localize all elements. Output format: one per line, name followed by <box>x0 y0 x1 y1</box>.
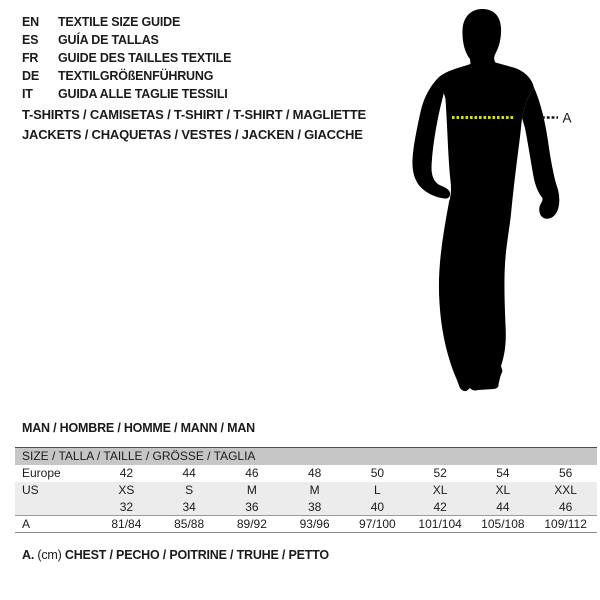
size-cell: 34 <box>158 499 221 516</box>
size-cell: XL <box>409 482 472 499</box>
size-cell: 101/104 <box>409 516 472 533</box>
size-cell: 105/108 <box>472 516 535 533</box>
size-cell: L <box>346 482 409 499</box>
table-row <box>15 516 597 533</box>
language-title: GUÍA DE TALLAS <box>58 33 159 47</box>
size-table <box>15 447 597 533</box>
size-cell: 46 <box>534 499 597 516</box>
size-table-body <box>15 448 597 533</box>
size-cell: 36 <box>221 499 284 516</box>
size-cell: 56 <box>558 466 573 480</box>
size-cell: 93/96 <box>283 516 346 533</box>
size-cell: 48 <box>307 466 322 480</box>
language-code: DE <box>22 69 39 83</box>
man-left-arm-silhouette <box>412 77 450 199</box>
size-cell: 32 <box>95 499 158 516</box>
size-cell: S <box>158 482 221 499</box>
footnote-prefix: A. <box>22 548 35 562</box>
category-line-jackets: JACKETS / CHAQUETAS / VESTES / JACKEN / GIACCHE <box>22 127 363 142</box>
language-title: TEXTILE SIZE GUIDE <box>58 15 181 29</box>
footnote-unit: (cm) <box>37 548 62 562</box>
language-title: GUIDE DES TAILLES TEXTILE <box>58 51 232 65</box>
row-label: Europe <box>22 466 61 480</box>
size-cell: 38 <box>283 499 346 516</box>
category-line-tshirts: T-SHIRTS / CAMISETAS / T-SHIRT / T-SHIRT / MAGLIETTE <box>22 107 366 122</box>
language-code: IT <box>22 87 33 101</box>
section-title-man: MAN / HOMBRE / HOMME / MANN / MAN <box>22 421 255 435</box>
size-cell: 81/84 <box>95 516 158 533</box>
size-cell: 109/112 <box>534 516 597 533</box>
table-row <box>15 482 597 499</box>
size-cell: 40 <box>346 499 409 516</box>
man-right-arm-silhouette <box>522 88 559 219</box>
row-label: US <box>15 482 95 499</box>
measure-label-a: A <box>562 110 572 126</box>
row-label: A <box>15 516 95 533</box>
row-label <box>15 499 95 516</box>
language-title: GUIDA ALLE TAGLIE TESSILI <box>58 87 228 101</box>
size-cell: 42 <box>409 499 472 516</box>
footnote-text: CHEST / PECHO / POITRINE / TRUHE / PETTO <box>64 548 329 562</box>
language-title: TEXTILGRÖßENFÜHRUNG <box>58 69 214 83</box>
language-code: FR <box>22 51 39 65</box>
size-cell: 50 <box>370 466 385 480</box>
size-cell: XXL <box>534 482 597 499</box>
size-table-header-row <box>15 448 597 465</box>
size-cell: M <box>221 482 284 499</box>
language-code: ES <box>22 33 39 47</box>
size-cell: 54 <box>496 466 510 480</box>
table-row <box>15 499 597 516</box>
size-table-header-label: SIZE / TALLA / TAILLE / GRÖSSE / TAGLIA <box>15 448 597 465</box>
size-cell: 85/88 <box>158 516 221 533</box>
size-cell: M <box>283 482 346 499</box>
size-cell: 44 <box>472 499 535 516</box>
size-cell: 97/100 <box>346 516 409 533</box>
size-cell: XL <box>472 482 535 499</box>
size-cell: 46 <box>245 466 259 480</box>
language-code: EN <box>22 15 39 29</box>
size-cell: 42 <box>119 466 134 480</box>
size-cell: 89/92 <box>221 516 284 533</box>
table-row <box>15 465 597 482</box>
size-cell: XS <box>95 482 158 499</box>
size-cell: 52 <box>433 466 447 480</box>
measurement-footnote <box>22 548 329 562</box>
man-body-silhouette <box>439 9 534 391</box>
size-cell: 44 <box>182 466 196 480</box>
